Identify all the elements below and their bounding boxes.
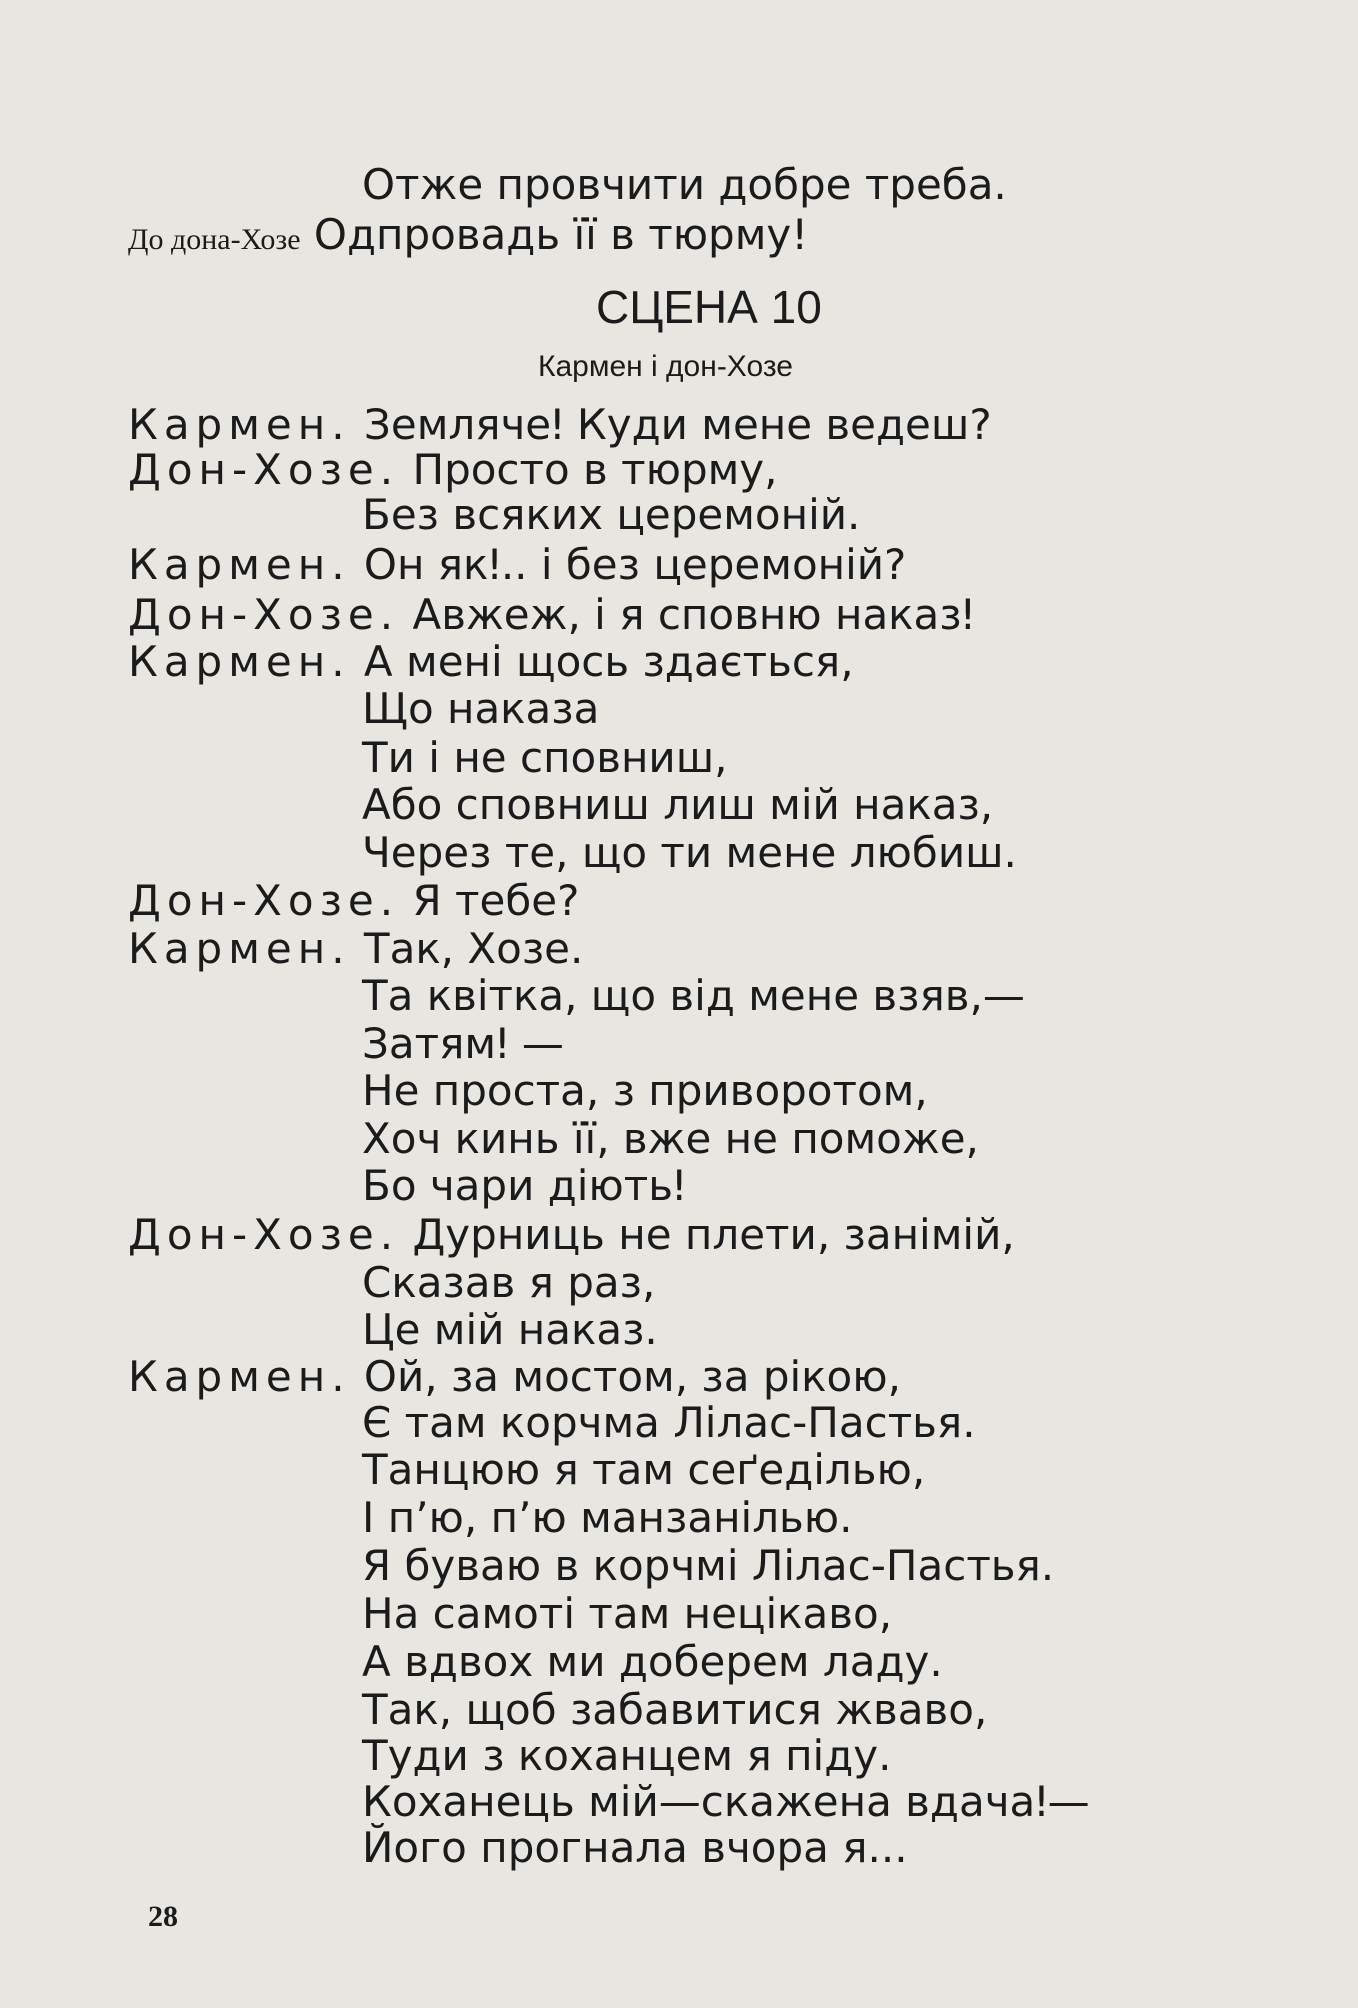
- verse-text: Так, Хозе.: [363, 924, 584, 973]
- verse-text: Його прогнала вчора я...: [362, 1823, 908, 1872]
- verse-text: Я буваю в корчмі Лілас-Пастья.: [362, 1541, 1055, 1590]
- verse-text: Просто в тюрму,: [412, 445, 778, 494]
- verse-line-6: [128, 590, 974, 640]
- speaker-name: Дон-Хозе.: [128, 590, 400, 639]
- verse-text: Коханець мій—скажена вдачаǃ—: [362, 1777, 1090, 1826]
- verse-line-23: [362, 1398, 976, 1448]
- verse-line-20: [362, 1258, 655, 1308]
- verse-text: Бо чари діютьǃ: [362, 1161, 686, 1210]
- verse-text: І п’ю, п’ю манзанілью.: [362, 1493, 853, 1542]
- verse-line-13: [128, 924, 583, 974]
- verse-text: Отже провчити добре треба.: [362, 160, 1007, 209]
- verse-text: Он якǃ.. і без церемоній?: [363, 540, 907, 589]
- verse-line-4: [362, 490, 860, 540]
- verse-line-12: [128, 876, 579, 926]
- verse-line-25: [362, 1493, 853, 1543]
- verse-line-28: [362, 1637, 943, 1687]
- verse-line-2: [128, 400, 992, 450]
- scene-subtitle: Кармен і дон-Хозе: [538, 350, 793, 383]
- verse-line-24: [362, 1445, 925, 1495]
- verse-line-9: [362, 733, 728, 783]
- verse-line-5: [128, 540, 906, 590]
- verse-text: Затямǃ —: [362, 1019, 564, 1068]
- verse-text: Ти і не сповниш,: [362, 733, 728, 782]
- speaker-name: Дон-Хозе.: [128, 1210, 400, 1259]
- verse-line-1: [128, 210, 808, 265]
- verse-text: На самоті там нецікаво,: [362, 1589, 893, 1638]
- verse-line-16: [362, 1066, 928, 1116]
- verse-text: Через те, що ти мене любиш.: [362, 828, 1017, 877]
- verse-text: Танцюю я там сеґеділью,: [362, 1445, 926, 1494]
- verse-text: Не проста, з приворотом,: [362, 1066, 928, 1115]
- verse-text: Дурниць не плети, занімій,: [412, 1210, 1015, 1259]
- speaker-name: Кармен.: [128, 637, 351, 686]
- verse-line-22: [128, 1352, 901, 1402]
- verse-text: Сказав я раз,: [362, 1258, 656, 1307]
- verse-line-17: [362, 1114, 979, 1164]
- verse-line-31: [362, 1777, 1090, 1827]
- verse-line-26: [362, 1541, 1054, 1591]
- verse-line-3: [128, 445, 778, 495]
- speaker-name: Дон-Хозе.: [128, 445, 400, 494]
- verse-line-30: [362, 1731, 891, 1781]
- speaker-name: Кармен.: [128, 540, 351, 589]
- verse-text: Ой, за мостом, за рікою,: [363, 1352, 901, 1401]
- verse-text: Та квітка, що від мене взяв,—: [362, 971, 1025, 1020]
- speaker-name: Кармен.: [128, 400, 351, 449]
- verse-line-10: [362, 780, 993, 830]
- verse-text: Без всяких церемоній.: [362, 490, 861, 539]
- verse-line-18: [362, 1161, 685, 1211]
- verse-text: Туди з коханцем я піду.: [362, 1731, 892, 1780]
- verse-text: Що наказа: [362, 684, 600, 733]
- verse-line-14: [362, 971, 1025, 1021]
- verse-text: А вдвох ми доберем ладу.: [362, 1637, 943, 1686]
- speaker-name: Кармен.: [128, 924, 351, 973]
- verse-line-7: [128, 637, 854, 687]
- verse-text: Одпровадь її в тюрму!: [313, 210, 809, 259]
- verse-text: Це мій наказ.: [362, 1305, 658, 1354]
- verse-text: Або сповниш лиш мій наказ,: [362, 780, 994, 829]
- verse-line-11: [362, 828, 1017, 878]
- verse-line-19: [128, 1210, 1015, 1260]
- verse-text: Я тебе?: [412, 876, 580, 925]
- speaker-name: Кармен.: [128, 1352, 351, 1401]
- verse-line-0: [362, 160, 1007, 210]
- scene-title: СЦЕНА 10: [596, 281, 822, 333]
- verse-line-27: [362, 1589, 892, 1639]
- verse-line-29: [362, 1685, 987, 1735]
- verse-text: Хоч кинь її, вже не поможе,: [362, 1114, 979, 1163]
- page-number: 28: [148, 1900, 178, 1933]
- verse-line-8: [362, 684, 599, 734]
- verse-text: А мені щось здається,: [363, 637, 854, 686]
- verse-text: Є там корчма Лілас-Пастья.: [362, 1398, 976, 1447]
- verse-line-15: [362, 1019, 564, 1069]
- verse-text: Авжеж, і я сповню наказǃ: [412, 590, 975, 639]
- speaker-name: Дон-Хозе.: [128, 876, 400, 925]
- verse-text: Так, щоб забавитися жваво,: [362, 1685, 988, 1734]
- verse-text: Землячеǃ Куди мене ведеш?: [363, 400, 992, 449]
- stage-direction: До дона-Хозе: [128, 223, 301, 256]
- verse-line-21: [362, 1305, 658, 1355]
- verse-line-32: [362, 1823, 908, 1873]
